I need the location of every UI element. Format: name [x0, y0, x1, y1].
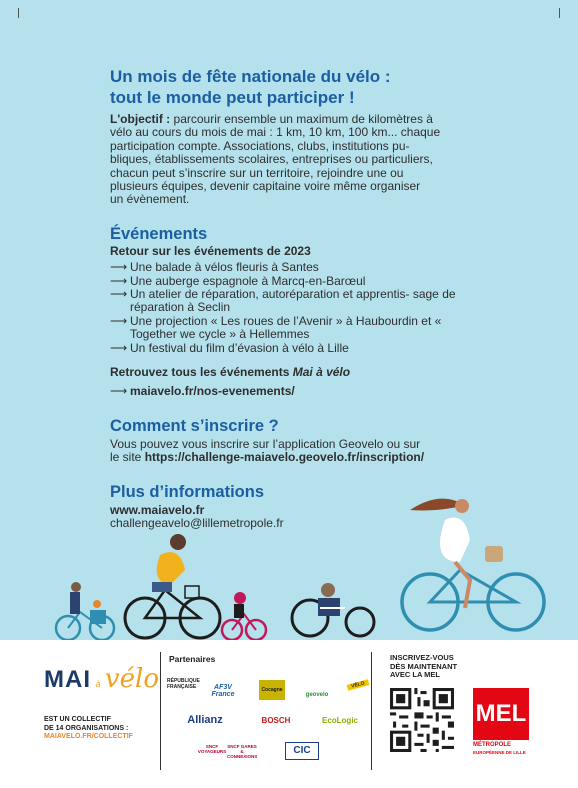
inscription-callout: INSCRIVEZ-VOUS DÈS MAINTENANT AVEC LA MEL [390, 653, 458, 679]
child-cyclist [222, 592, 266, 640]
events-heading: Événements [110, 224, 208, 243]
family-cyclist [56, 582, 114, 640]
page-title: Un mois de fête nationale du vélo : tout le monde peut participer ! [110, 67, 391, 107]
qr-code[interactable] [390, 688, 454, 752]
partner-logo-cocagne: Cocagne [259, 680, 285, 700]
events-subheading: Retour sur les événements de 2023 [110, 243, 311, 258]
register-text: Vous pouvez vous inscrire sur l’application Geovelo ou sur le site https://challenge-maiavelo.geovelo.fr/inscription/ [110, 436, 425, 465]
collectif-link[interactable]: MAIAVELO.FR/COLLECTIF [44, 733, 133, 740]
man-cyclist [125, 534, 220, 638]
partner-logo-sncf-gares: SNCF GARES & CONNEXIONS [227, 744, 258, 759]
main-content [110, 66, 480, 531]
list-item: ⟶ Une projection « Les roues de l’Avenir » à Haubourdin et « Together we cycle » à Hellemmes [110, 313, 442, 342]
list-item: ⟶ Un festival du film d’évasion à vélo à Lille [110, 340, 349, 355]
partners-title: Partenaires [169, 654, 216, 664]
mel-logo: MEL [473, 688, 529, 740]
recumbent-cyclist [292, 583, 374, 636]
mel-subtitle: MÉTROPOLE EUROPÉENNE DE LILLE [473, 742, 526, 755]
info-heading: Plus d’informations [110, 482, 265, 501]
objectif-paragraph: L'objectif : parcourir ensemble un maximum de kilomètres à vélo au cours du mois de mai : 1 km, 10 km, 100 km... chaque participation compte. Associations, clubs, institutions pu- bliques, établissements scolaires, entreprises ou particuliers, chacun peut s’inscrire sur un territoire, rejoindre une ou plusieurs équipes, devenir capitaine voire même organiser un évènement. [110, 112, 441, 207]
partner-logo-bosch: BOSCH [261, 716, 291, 725]
find-events-text: Retrouvez tous les événements Mai à vélo [110, 365, 351, 380]
cyclists-illustration [0, 490, 578, 640]
register-link[interactable]: https://challenge-maiavelo.geovelo.fr/inscription/ [144, 450, 425, 465]
register-heading: Comment s’inscrire ? [110, 416, 279, 435]
partner-logo-sncf-voyageurs: SNCF VOYAGEURS [197, 744, 227, 754]
list-item: ⟶ Une auberge espagnole à Marcq-en-Barœul [110, 273, 366, 288]
email-link[interactable]: challengeavelo@lillemetropole.fr [110, 516, 284, 531]
partner-logo-ecologic: EcoLogic [321, 716, 358, 725]
events-link[interactable]: maiavelo.fr/nos-evenements/ [130, 383, 295, 398]
events-list [110, 261, 480, 355]
partner-logo-republique: RÉPUBLIQUE FRANÇAISE [167, 678, 200, 690]
partner-logo-geovelo: geovelo [305, 692, 329, 698]
events-link-line: ⟶ maiavelo.fr/nos-evenements/ [110, 383, 295, 398]
partner-logo-cic: CIC [285, 742, 319, 760]
list-item: ⟶ Une balade à vélos fleuris à Santes [110, 260, 319, 275]
woman-cyclist [402, 499, 544, 630]
partners-block [160, 652, 372, 770]
partner-logo-velo: VÉLO [347, 679, 370, 690]
partner-logo-allianz: Allianz [187, 714, 223, 726]
crop-mark [559, 8, 560, 18]
collectif-text: EST UN COLLECTIF DE 14 ORGANISATIONS : MAIAVELO.FR/COLLECTIF [44, 716, 133, 740]
website-link[interactable]: www.maiavelo.fr [110, 502, 205, 517]
crop-mark [18, 8, 19, 18]
list-item: ⟶ Un atelier de réparation, autoréparation et apprentis- sage de réparation à Seclin [110, 287, 456, 315]
partner-logo-af3v: AF3V France [211, 684, 235, 698]
mai-a-velo-logo: MAI à vélo [44, 664, 159, 694]
